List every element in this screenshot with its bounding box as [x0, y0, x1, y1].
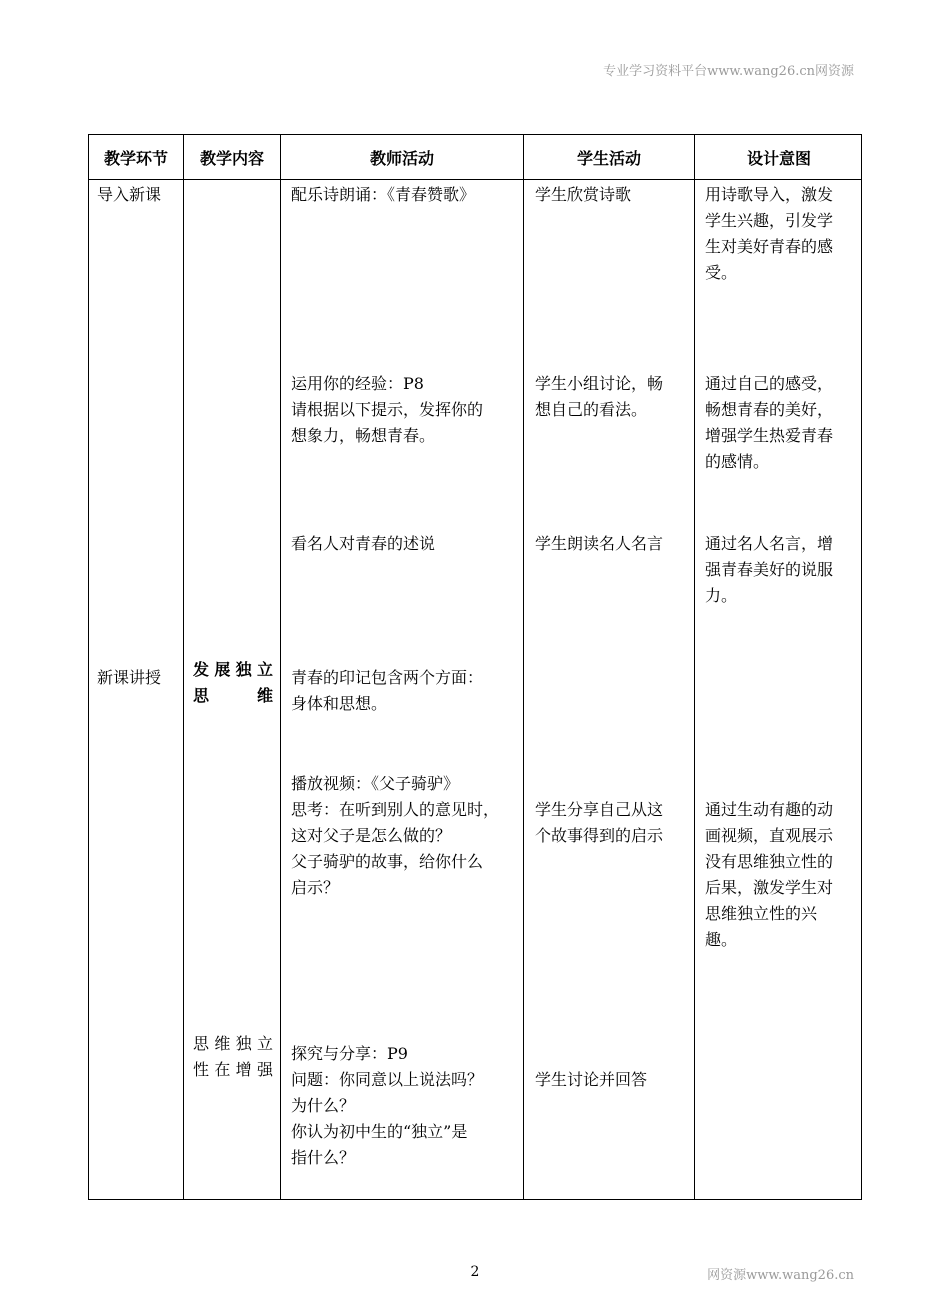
- design-intent-1: 用诗歌导入，激发 学生兴趣，引发学 生对美好青春的感 受。: [705, 185, 834, 282]
- header-divider: [89, 179, 861, 180]
- student-activity-1: 学生欣赏诗歌: [535, 185, 632, 204]
- page-number: 2: [470, 1264, 480, 1280]
- header-teacher-activity: 教师活动: [369, 148, 434, 168]
- student-activity-4: 学生分享自己从这 个故事得到的启示: [535, 800, 664, 845]
- header-content: 教学内容: [199, 148, 264, 168]
- footer-watermark: 网资源www.wang26.cn: [707, 1268, 854, 1283]
- content-independent-thinking: 发展独立 思维: [193, 660, 273, 705]
- lesson-plan-table: [88, 134, 862, 1200]
- teacher-activity-4: 青春的印记包含两个方面： 身体和思想。: [291, 668, 484, 713]
- header-watermark: 专业学习资料平台www.wang26.cn网资源: [603, 64, 854, 79]
- teacher-activity-6: 探究与分享：P9 问题：你同意以上说法吗？ 为什么？ 你认为初中生的“独立”是 指什么？: [291, 1044, 484, 1167]
- stage-intro: 导入新课: [97, 185, 162, 204]
- design-intent-4: 通过生动有趣的动 画视频，直观展示 没有思维独立性的 后果，激发学生对 思维独立性的兴 趣。: [705, 800, 834, 949]
- teacher-activity-5: 播放视频：《父子骑驴》 思考：在听到别人的意见时， 这对父子是怎么做的？ 父子骑驴的故事，给你什么 启示？: [291, 774, 500, 897]
- design-intent-2: 通过自己的感受， 畅想青春的美好， 增强学生热爱青春 的感情。: [705, 374, 834, 471]
- column-divider: [280, 135, 281, 1199]
- teacher-activity-1: 配乐诗朗诵：《青春赞歌》: [291, 185, 476, 204]
- student-activity-2: 学生小组讨论，畅 想自己的看法。: [535, 374, 664, 419]
- column-divider: [523, 135, 524, 1199]
- student-activity-3: 学生朗读名人名言: [535, 534, 664, 553]
- column-divider: [183, 135, 184, 1199]
- header-stage: 教学环节: [103, 148, 168, 168]
- teacher-activity-3: 看名人对青春的述说: [291, 534, 436, 553]
- header-student-activity: 学生活动: [576, 148, 641, 168]
- column-divider: [694, 135, 695, 1199]
- design-intent-3: 通过名人名言，增 强青春美好的说服 力。: [705, 534, 834, 605]
- content-independence-growing: 思维独立 性在增强: [193, 1034, 273, 1079]
- stage-new-lesson: 新课讲授: [97, 668, 162, 687]
- student-activity-5: 学生讨论并回答: [535, 1070, 648, 1089]
- header-design-intent: 设计意图: [746, 148, 811, 168]
- teacher-activity-2: 运用你的经验：P8 请根据以下提示，发挥你的 想象力，畅想青春。: [291, 374, 484, 445]
